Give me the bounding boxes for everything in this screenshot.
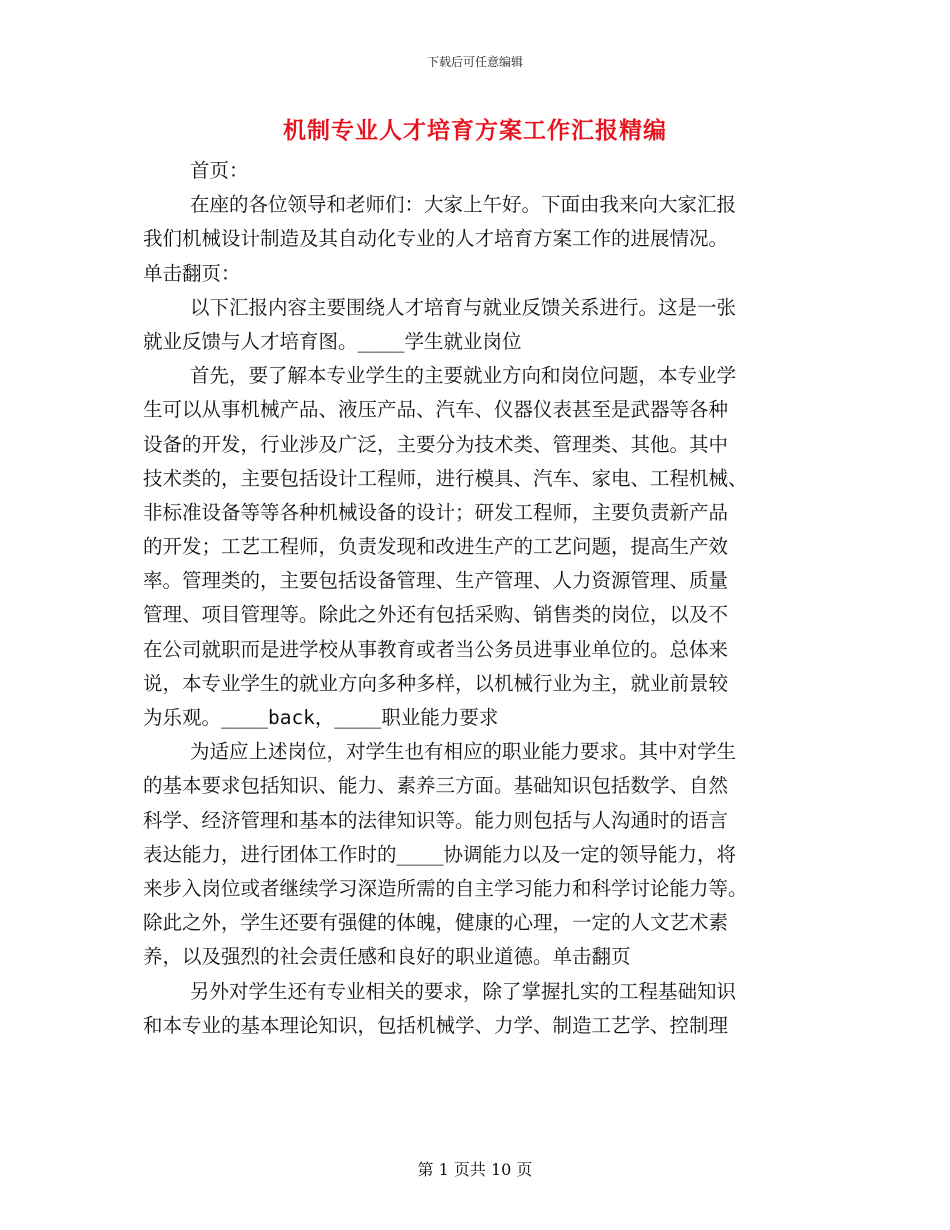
body-line: 和本专业的基本理论知识，包括机械学、力学、制造工艺学、控制理: [143, 1013, 729, 1037]
body-line: 技术类的，主要包括设计工程师，进行模具、汽车、家电、工程机械、: [143, 466, 748, 490]
body-line: 为适应上述岗位，对学生也有相应的职业能力要求。其中对学生: [143, 740, 736, 764]
body-line: 首页：: [143, 159, 249, 182]
body-line: 单击翻页：: [143, 261, 241, 285]
body-line: 以下汇报内容主要围绕人才培育与就业反馈关系进行。这是一张: [143, 295, 736, 319]
document-title: 机制专业人才培育方案工作汇报精编: [283, 117, 667, 144]
header-note: 下载后可任意编辑: [426, 55, 523, 69]
body-line: 率。管理类的，主要包括设备管理、生产管理、人力资源管理、质量: [143, 569, 729, 593]
body-line: 说，本专业学生的就业方向多种多样，以机械行业为主，就业前景较: [143, 671, 729, 695]
body-line: 的开发；工艺工程师，负责发现和改进生产的工艺问题，提高生产效: [143, 535, 729, 559]
body-line: 生可以从事机械产品、液压产品、汽车、仪器仪表甚至是武器等各种: [143, 398, 729, 422]
body-line: 首先，要了解本专业学生的主要就业方向和岗位问题，本专业学: [143, 364, 736, 388]
body-line: 养，以及强烈的社会责任感和良好的职业道德。单击翻页: [143, 945, 631, 969]
body-line: 除此之外，学生还要有强健的体魄，健康的心理，一定的人文艺术素: [143, 911, 729, 935]
body-line: 为乐观。____back，____职业能力要求: [143, 706, 499, 729]
body-line: 表达能力，进行团体工作时的____协调能力以及一定的领导能力，将: [143, 842, 736, 866]
body-line: 来步入岗位或者继续学习深造所需的自主学习能力和科学讨论能力等。: [143, 876, 748, 900]
body-line: 我们机械设计制造及其自动化专业的人才培育方案工作的进展情况。: [143, 227, 729, 251]
body-line: 就业反馈与人才培育图。____学生就业岗位: [143, 329, 522, 353]
body-line: 科学、经济管理和基本的法律知识等。能力则包括与人沟通时的语言: [143, 808, 729, 832]
page-indicator: 第 1 页共 10 页: [417, 1160, 533, 1179]
body-line: 设备的开发，行业涉及广泛，主要分为技术类、管理类、其他。其中: [143, 432, 729, 456]
body-line: 在公司就职而是进学校从事教育或者当公务员进事业单位的。总体来: [143, 637, 729, 661]
body-line: 另外对学生还有专业相关的要求，除了掌握扎实的工程基础知识: [143, 979, 736, 1003]
body-line: 的基本要求包括知识、能力、素养三方面。基础知识包括数学、自然: [143, 774, 729, 798]
document-body: [143, 154, 813, 1043]
body-line: 在座的各位领导和老师们：大家上午好。下面由我来向大家汇报: [143, 193, 736, 217]
body-line: 管理、项目管理等。除此之外还有包括采购、销售类的岗位，以及不: [143, 603, 729, 627]
body-line: 非标准设备等等各种机械设备的设计；研发工程师，主要负责新产品: [143, 500, 729, 524]
